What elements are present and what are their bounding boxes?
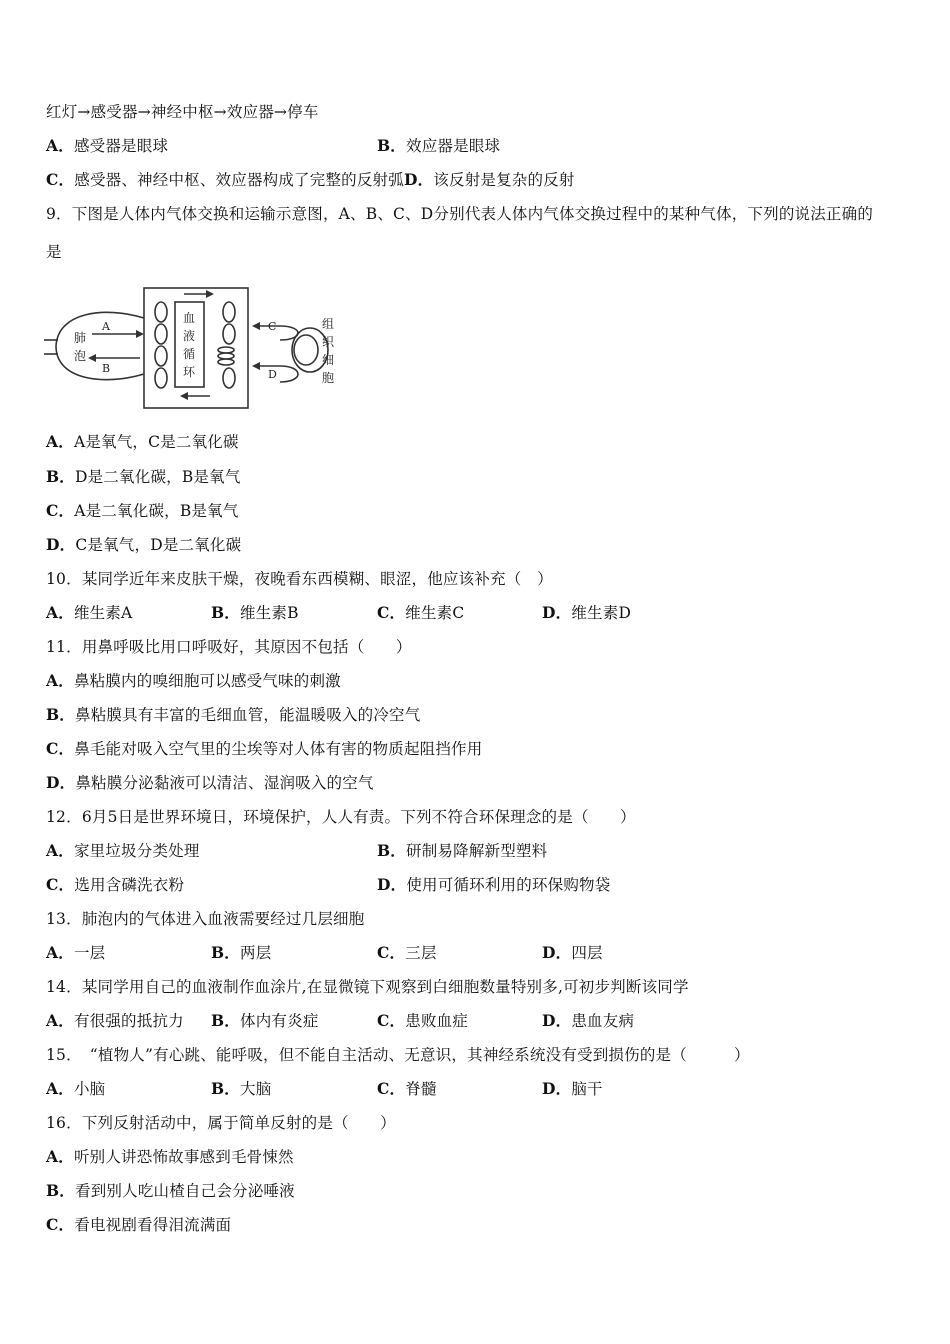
q8-option-row-2 xyxy=(46,169,575,191)
q9-option-b[interactable]: B．D是二氧化碳，B是氧气 xyxy=(46,467,241,486)
q11-option-d[interactable]: D．鼻粘膜分泌黏液可以清洁、湿润吸入的空气 xyxy=(46,773,374,792)
tissue-label-4: 胞 xyxy=(322,371,335,385)
q14-stem: 14．某同学用自己的血液制作血涂片,在显微镜下观察到白细胞数量特别多,可初步判断该同学 xyxy=(46,978,689,996)
coil-1 xyxy=(218,347,234,353)
q12-option-b[interactable]: B．研制易降解新型塑料 xyxy=(377,841,548,860)
q11-option-a[interactable]: A．鼻粘膜内的嗅细胞可以感受气味的刺激 xyxy=(46,671,341,690)
q10-stem: 10．某同学近年来皮肤干燥，夜晚看东西模糊、眼涩，他应该补充（ ） xyxy=(46,570,553,588)
tissue-oval-inner xyxy=(294,335,318,365)
q16-option-a[interactable]: A．听别人讲恐怖故事感到毛骨悚然 xyxy=(46,1147,294,1166)
q10-option-c[interactable]: C．维生素C xyxy=(377,603,465,622)
q10-option-b[interactable]: B．维生素B xyxy=(211,603,299,622)
arrow-a-head xyxy=(136,330,144,338)
q10-option-d[interactable]: D．维生素D xyxy=(542,603,632,622)
tissue-cell-2 xyxy=(223,324,235,344)
q14-option-d[interactable]: D．患血友病 xyxy=(542,1011,635,1030)
q12-option-d[interactable]: D．使用可循环利用的环保购物袋 xyxy=(377,875,611,894)
tissue-label-3: 细 xyxy=(322,353,335,367)
q14-option-c[interactable]: C．患败血症 xyxy=(377,1011,469,1030)
arrow-d-head xyxy=(252,362,260,370)
c-loop xyxy=(256,326,298,340)
q12-option-c[interactable]: C．选用含磷洗衣粉 xyxy=(46,875,185,894)
q9-stem-cont: 是 xyxy=(46,243,62,261)
q15-stem: 15． “植物人”有心跳、能呼吸，但不能自主活动、无意识，其神经系统没有受到损伤的是（ ） xyxy=(46,1046,750,1064)
flow-top-head xyxy=(206,290,214,298)
label-d: D xyxy=(268,368,277,381)
q16-stem: 16．下列反射活动中，属于简单反射的是（ ） xyxy=(46,1114,396,1132)
q15-option-c[interactable]: C．脊髓 xyxy=(377,1079,437,1098)
tissue-label-2: 织 xyxy=(322,335,335,349)
blood-label-3: 循 xyxy=(183,347,196,361)
lung-label-1: 肺 xyxy=(74,331,87,345)
q12-stem: 12．6月5日是世界环境日，环境保护，人人有责。下列不符合环保理念的是（ ） xyxy=(46,808,636,826)
q11-option-b[interactable]: B．鼻粘膜具有丰富的毛细血管，能温暖吸入的冷空气 xyxy=(46,705,421,724)
gas-exchange-diagram xyxy=(44,282,340,414)
tissue-cell-4 xyxy=(223,368,235,388)
arrow-c-head xyxy=(252,322,260,330)
q16-option-c[interactable]: C．看电视剧看得泪流满面 xyxy=(46,1215,232,1234)
q8-option-a[interactable]: A．感受器是眼球 xyxy=(46,136,169,155)
label-c: C xyxy=(268,320,277,333)
q13-option-c[interactable]: C．三层 xyxy=(377,943,437,962)
lung-cell-3 xyxy=(155,346,167,366)
q13-option-b[interactable]: B．两层 xyxy=(211,943,272,962)
coil-3 xyxy=(218,359,234,365)
q8-option-d[interactable]: D．该反射是复杂的反射 xyxy=(403,170,575,189)
d-loop xyxy=(256,366,298,382)
q16-option-b[interactable]: B．看到别人吃山楂自己会分泌唾液 xyxy=(46,1181,295,1200)
q14-option-b[interactable]: B．体内有炎症 xyxy=(211,1011,319,1030)
q8-stem-tail: 红灯→感受器→神经中枢→效应器→停车 xyxy=(46,103,319,121)
blood-label-2: 液 xyxy=(183,329,196,343)
q10-option-a[interactable]: A．维生素A xyxy=(46,603,133,622)
q8-option-c[interactable]: C．感受器、神经中枢、效应器构成了完整的反射弧 xyxy=(46,170,404,189)
q9-option-a[interactable]: A．A是氧气，C是二氧化碳 xyxy=(46,432,239,451)
q9-option-d[interactable]: D．C是氧气，D是二氧化碳 xyxy=(46,535,242,554)
q9-stem: 9．下图是人体内气体交换和运输示意图，A、B、C、D分别代表人体内气体交换过程中的某种气体，下列的说法正确的 xyxy=(46,205,874,223)
flow-bottom-head xyxy=(180,392,188,400)
lung-cell-1 xyxy=(155,302,167,322)
q15-option-b[interactable]: B．大脑 xyxy=(211,1079,272,1098)
label-b: B xyxy=(102,362,111,375)
q11-stem: 11．用鼻呼吸比用口呼吸好，其原因不包括（ ） xyxy=(46,638,412,656)
q15-option-a[interactable]: A．小脑 xyxy=(46,1079,106,1098)
blood-label-1: 血 xyxy=(183,311,196,325)
label-a: A xyxy=(102,320,110,333)
q13-option-d[interactable]: D．四层 xyxy=(542,943,603,962)
q12-option-a[interactable]: A．家里垃圾分类处理 xyxy=(46,841,200,860)
q8-option-b[interactable]: B．效应器是眼球 xyxy=(377,136,501,155)
lung-label-2: 泡 xyxy=(74,349,87,363)
lung-cell-4 xyxy=(155,368,167,388)
q13-option-a[interactable]: A．一层 xyxy=(46,943,106,962)
arrow-b-head xyxy=(88,354,96,362)
coil-2 xyxy=(218,353,234,359)
q9-option-c[interactable]: C．A是二氧化碳，B是氧气 xyxy=(46,501,239,520)
tissue-label-1: 组 xyxy=(322,317,335,331)
alveolus-shape xyxy=(56,312,144,379)
blood-label-4: 环 xyxy=(183,365,196,379)
q11-option-c[interactable]: C．鼻毛能对吸入空气里的尘埃等对人体有害的物质起阻挡作用 xyxy=(46,739,483,758)
q14-option-a[interactable]: A．有很强的抵抗力 xyxy=(46,1011,184,1030)
tissue-cell-1 xyxy=(223,302,235,322)
lung-cell-2 xyxy=(155,324,167,344)
q15-option-d[interactable]: D．脑干 xyxy=(542,1079,603,1098)
q13-stem: 13．肺泡内的气体进入血液需要经过几层细胞 xyxy=(46,910,365,928)
